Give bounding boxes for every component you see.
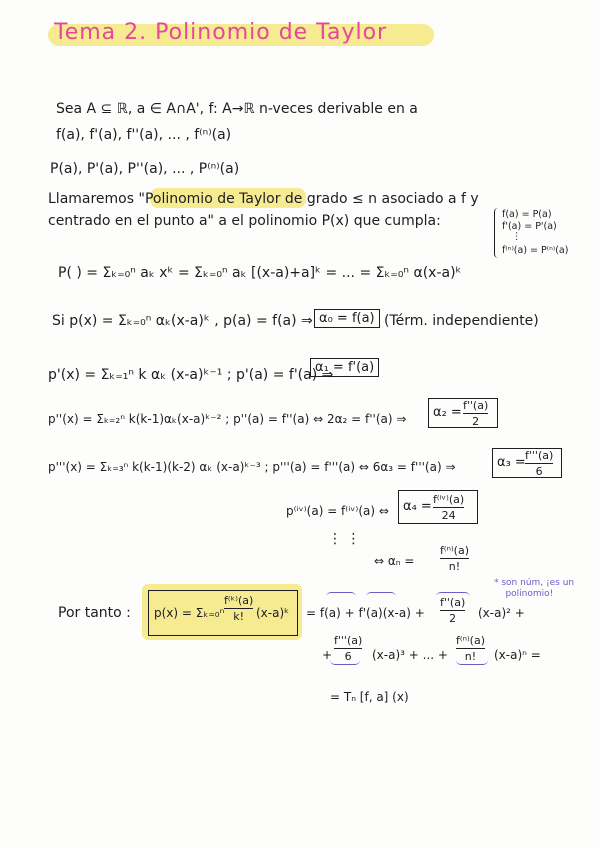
fraction-bar — [463, 413, 488, 414]
final-denominator: k! — [233, 610, 245, 623]
final-rhs: (x-a)ᵏ — [256, 606, 290, 620]
alpha3-lhs: α₃ = — [497, 455, 526, 470]
expansion-numerator-2: f'''(a) — [334, 634, 363, 647]
intro-line-1: Sea A ⊆ ℝ, a ∈ A∩A', f: A→ℝ n-veces derivable en a — [56, 101, 418, 117]
eq-derivative-4: p⁽ⁱᵛ⁾(a) = f⁽ⁱᵛ⁾(a) ⇔ — [286, 504, 389, 518]
definition-post: de grado ≤ n asociado a f y — [280, 191, 479, 207]
definition-line-2: centrado en el punto a" a el polinomio P(x) que cumpla: — [48, 213, 441, 229]
conclusion-label: Por tanto : — [58, 605, 131, 621]
alpha1-box: α₁ = f'(a) — [310, 358, 379, 377]
condition-0: f(a) = P(a) — [502, 209, 552, 220]
note-brace-1 — [326, 592, 356, 597]
fraction-bar — [525, 463, 553, 464]
expansion-line-2-post: (x-a)ⁿ = — [494, 648, 541, 662]
eq-derivative-3: p'''(x) = Σₖ₌₃ⁿ k(k-1)(k-2) αₖ (x-a)ᵏ⁻³ ; p'''(a) = f'''(a) ⇔ 6α₃ = f'''(a) ⇒ — [48, 460, 456, 474]
alpha2-lhs: α₂ = — [433, 405, 462, 420]
alpha4-denominator: 24 — [441, 509, 456, 522]
expansion-denominator-1: 2 — [449, 612, 457, 625]
expansion-numerator-1: f''(a) — [440, 596, 466, 609]
alpha0-box: α₀ = f(a) — [314, 309, 380, 328]
alpha4-box — [398, 490, 478, 524]
definition-pre: Llamaremos " — [48, 191, 145, 207]
definition-term: Polinomio de Taylor — [144, 191, 281, 207]
conditions-bracket — [494, 208, 501, 258]
alpha3-denominator: 6 — [535, 465, 543, 478]
alpha4-numerator: f⁽ⁱᵛ⁾(a) — [433, 493, 465, 506]
definition-line-1 — [48, 190, 479, 208]
purple-note: * son núm, ¡es un polinomio! — [494, 578, 575, 599]
alpha4-fraction — [433, 493, 464, 522]
expansion-fraction-3 — [456, 634, 485, 663]
independent-term-note: (Térm. independiente) — [384, 313, 539, 329]
page-title: Tema 2. Polinomio de Taylor — [54, 20, 388, 45]
fraction-bar — [224, 608, 253, 609]
expansion-denominator-3: n! — [464, 650, 477, 663]
alpha3-numerator: f'''(a) — [525, 449, 554, 462]
alpha2-numerator: f''(a) — [463, 399, 489, 412]
fraction-bar — [440, 610, 465, 611]
expansion-fraction-1 — [440, 596, 465, 625]
fraction-bar — [334, 648, 362, 649]
alpha2-fraction — [463, 399, 488, 428]
intro-line-2: f(a), f'(a), f''(a), ... , f⁽ⁿ⁾(a) — [56, 127, 232, 143]
alpha2-box — [428, 398, 498, 428]
condition-n: f⁽ⁿ⁾(a) = P⁽ⁿ⁾(a) — [502, 245, 569, 256]
vertical-dots: ⋮ ⋮ — [328, 531, 361, 547]
note-brace-2 — [366, 592, 396, 597]
alpha2-denominator: 2 — [472, 415, 480, 428]
fraction-bar — [433, 507, 464, 508]
eq-derivative-2: p''(x) = Σₖ₌₂ⁿ k(k-1)αₖ(x-a)ᵏ⁻² ; p''(a) = f''(a) ⇔ 2α₂ = f''(a) ⇒ — [48, 412, 407, 426]
expansion-fraction-2 — [334, 634, 362, 663]
condition-1: f'(a) = P'(a) — [502, 221, 557, 232]
expansion-line-2-pre: + — [322, 648, 333, 662]
final-fraction — [224, 594, 253, 623]
final-lhs: p(x) = Σₖ₌₀ⁿ — [154, 606, 225, 620]
taylor-notation: = Tₙ [f, a] (x) — [330, 690, 409, 704]
eq-derivative-1: p'(x) = Σₖ₌₁ⁿ k αₖ (x-a)ᵏ⁻¹ ; p'(a) = f'(a) ⇒ — [48, 367, 334, 383]
expansion-denominator-2: 6 — [344, 650, 352, 663]
eq-si: Si p(x) = Σₖ₌₀ⁿ αₖ(x-a)ᵏ , p(a) = f(a) ⇒ — [52, 313, 313, 329]
intro-line-3: P(a), P'(a), P''(a), ... , P⁽ⁿ⁾(a) — [50, 161, 240, 177]
condition-dots: ⋮ — [512, 231, 522, 242]
fraction-bar — [456, 648, 485, 649]
final-numerator: f⁽ᵏ⁾(a) — [224, 594, 254, 607]
expansion-line-2-mid: (x-a)³ + ... + — [372, 648, 448, 662]
expansion-line-1: = f(a) + f'(a)(x-a) + — [306, 606, 425, 620]
alphan-denominator: n! — [448, 560, 461, 573]
expansion-numerator-3: f⁽ⁿ⁾(a) — [456, 634, 485, 647]
alpha3-box — [492, 448, 562, 478]
expansion-line-1b: (x-a)² + — [478, 606, 525, 620]
fraction-bar — [440, 558, 469, 559]
alphan-fraction — [440, 544, 469, 573]
alpha3-fraction — [525, 449, 553, 478]
alphan-numerator: f⁽ⁿ⁾(a) — [440, 544, 469, 557]
eq-derivative-n: ⇔ αₙ = — [374, 554, 415, 568]
alpha4-lhs: α₄ = — [403, 499, 432, 514]
polynomial-expansion: P( ) = Σₖ₌₀ⁿ aₖ xᵏ = Σₖ₌₀ⁿ aₖ [(x-a)+a]ᵏ = ... = Σₖ₌₀ⁿ α(x-a)ᵏ — [58, 265, 462, 281]
